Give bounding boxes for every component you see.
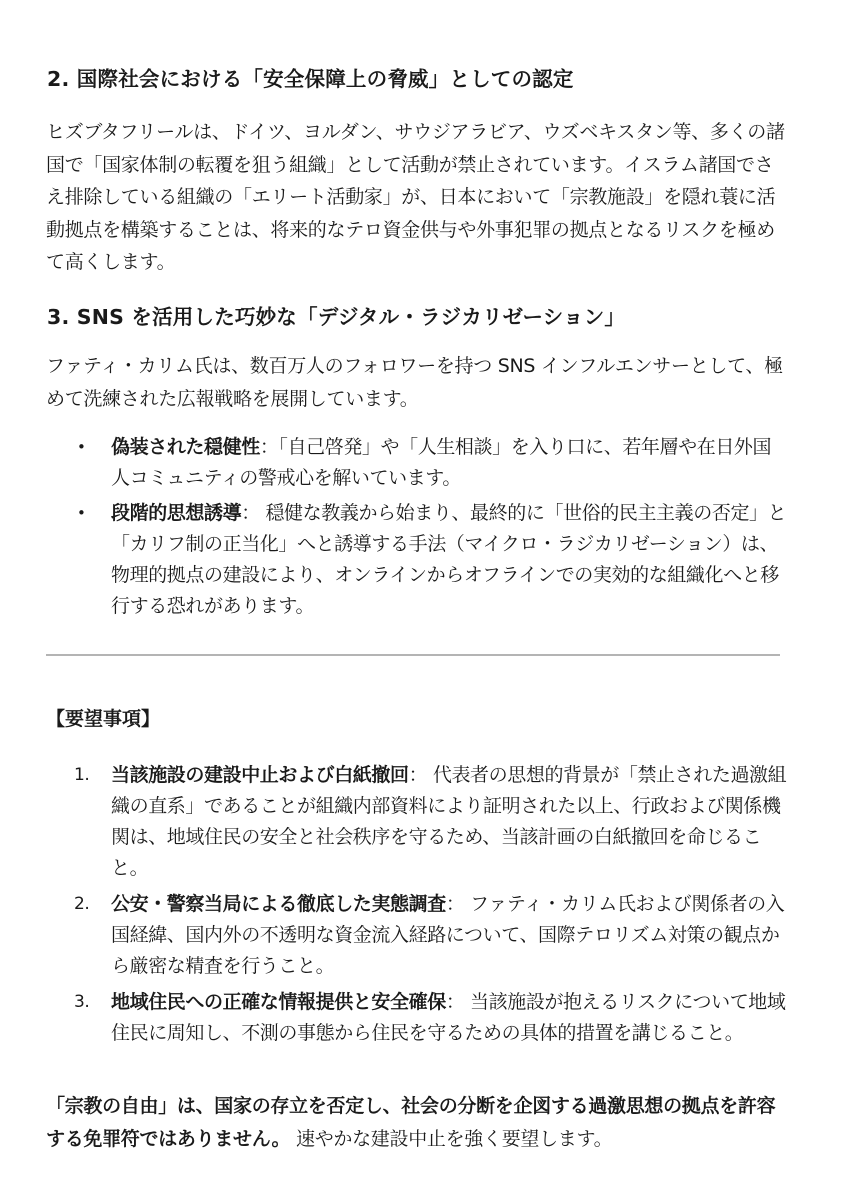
requests-heading: 【要望事項】 <box>46 708 161 730</box>
closing-normal: 速やかな建設中止を強く要望します。 <box>290 1127 613 1150</box>
bullet-text: ：「自己啓発」や「人生相談」を入り口に、若年層や在日外国人コミュニティの警戒心を解いています。 <box>111 436 772 489</box>
request-term: 当該施設の建設中止および白紙撤回 <box>111 764 409 786</box>
request-term: 地域住民への正確な情報提供と安全確保 <box>111 991 446 1013</box>
requests-list <box>60 760 788 1054</box>
bullet-item <box>60 432 788 494</box>
bullet-term: 段階的思想誘導 <box>111 502 242 524</box>
section-2-body: ヒズブタフリールは、ドイツ、ヨルダン、サウジアラビア、ウズベキスタン等、多くの諸国で「国家体制の転覆を狙う組織」として活動が禁止されています。イスラム諸国でさえ排除している組織の「エリート活動家」が、日本において「宗教施設」を隠れ蓑に活動拠点を構築することは、将来的なテロ資金供与や外事犯罪の拠点となるリスクを極めて高くします。 <box>46 121 785 273</box>
request-item <box>60 889 788 982</box>
section-3-bullet-list <box>60 432 788 626</box>
request-term: 公安・警察当局による徹底した実態調査 <box>111 893 446 915</box>
section-3-body: ファティ・カリム氏は、数百万人のフォロワーを持つ SNS インフルエンサーとして、極めて洗練された広報戦略を展開しています。 <box>46 355 783 410</box>
bullet-dot: • <box>77 504 86 522</box>
section-2-heading: 2. 国際社会における「安全保障上の脅威」としての認定 <box>47 67 574 91</box>
closing-bold: 「宗教の自由」は、国家の存立を否定し、社会の分断を企図する過激思想の拠点を許容する免罪符ではありません。 <box>46 1095 776 1150</box>
request-number: 3. <box>74 992 90 1012</box>
request-text: ： 代表者の思想的背景が「禁止された過激組織の直系」であることが組織内部資料により証明された以上、行政および関係機関は、地域住民の安全と社会秩序を守るため、当該計画の白紙撤回を命じること。 <box>111 764 787 879</box>
bullet-term: 偽装された穏健性 <box>111 436 260 458</box>
section-3-heading: 3. SNS を活用した巧妙な「デジタル・ラジカリゼーション」 <box>47 305 626 329</box>
section-divider <box>46 654 780 656</box>
request-item <box>60 987 788 1049</box>
request-text: ： ファティ・カリム氏および関係者の入国経緯、国内外の不透明な資金流入経路について、国際テロリズム対策の観点から厳密な精査を行うこと。 <box>111 893 785 977</box>
closing-statement <box>46 1090 788 1155</box>
request-text: ： 当該施設が抱えるリスクについて地域住民に周知し、不測の事態から住民を守るための具体的措置を講じること。 <box>111 991 786 1044</box>
request-number: 2. <box>74 894 90 914</box>
request-item <box>60 760 788 884</box>
bullet-text: ： 穏健な教義から始まり、最終的に「世俗的民主主義の否定」と「カリフ制の正当化」へと誘導する手法（マイクロ・ラジカリゼーション）は、物理的拠点の建設により、オンラインからオフラインでの実効的な組織化へと移行する恐れがあります。 <box>111 502 787 617</box>
bullet-dot: • <box>77 438 86 456</box>
bullet-item <box>60 498 788 622</box>
request-number: 1. <box>74 765 90 785</box>
